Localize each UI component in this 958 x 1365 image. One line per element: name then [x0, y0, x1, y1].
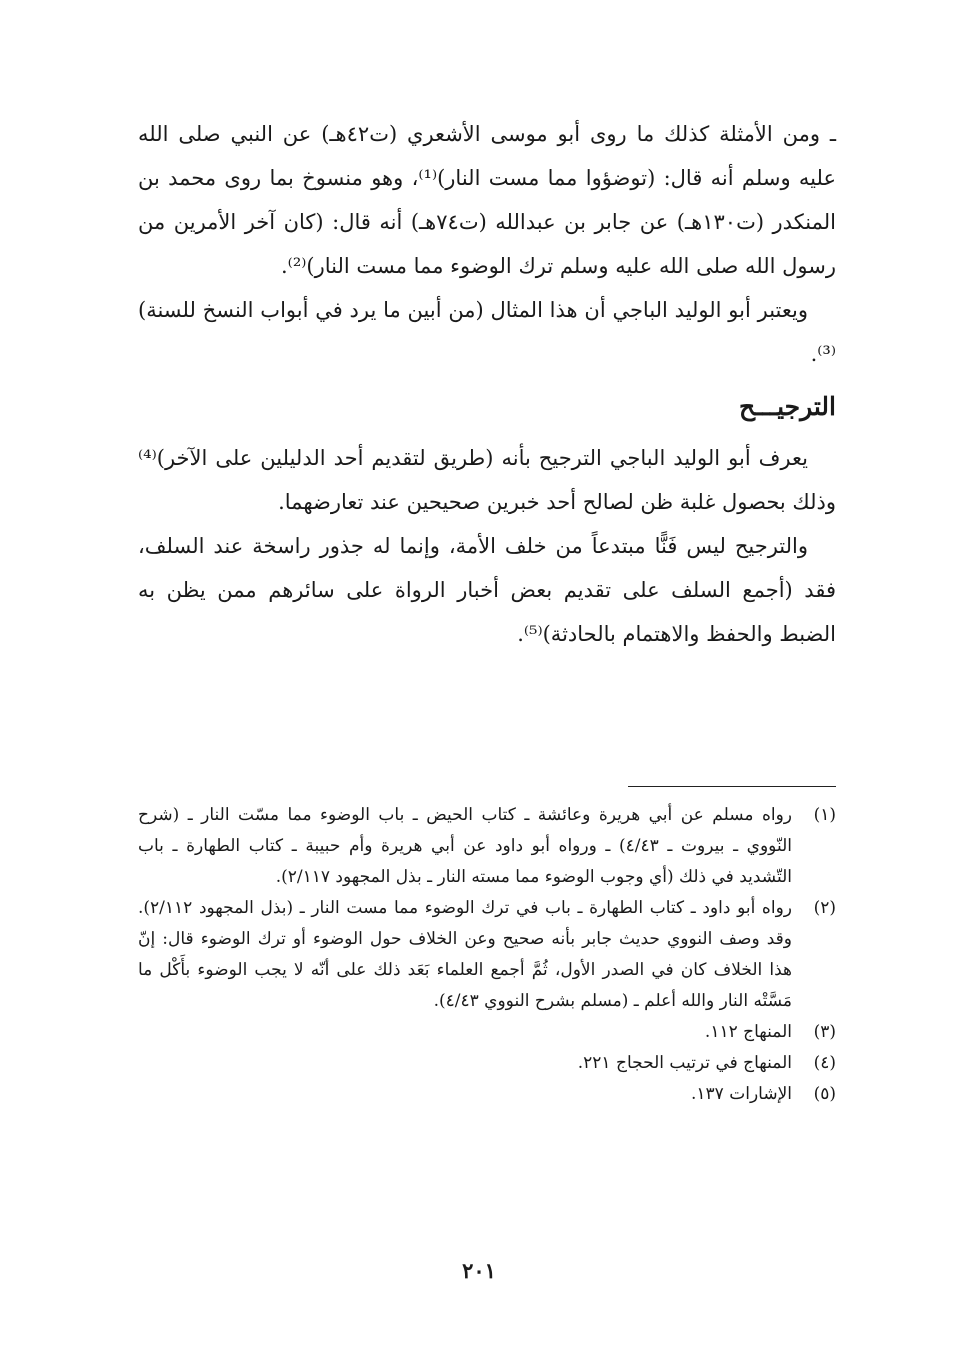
footnote-text: رواه مسلم عن أبي هريرة وعائشة ـ كتاب الحيض ـ باب الوضوء مما مسّت النار ـ (شرح النّووي ـ بيروت ـ ٤/٤٣) ـ ورواه أبو داود عن أبي هريرة وأم حبيبة ـ كتاب الطهارة ـ باب التّشديد في ذلك (أي وجوب الوضوء مما مسته النار ـ بذل المجهود ٢/١١٧).	[138, 805, 793, 887]
page-number: ٢٠١	[462, 1258, 496, 1283]
footnote-item	[138, 1017, 836, 1048]
footnote-number: (١)	[813, 805, 836, 825]
paragraph-tarjih-definition: يعرف أبو الوليد الباجي الترجيح بأنه (طريق لتقديم أحد الدليلين على الآخر)⁽⁴⁾ وذلك بحصول غلبة ظن لصالح أحد خبرين صحيحين عند تعارضهما.	[138, 446, 836, 514]
paragraph-tarjih-roots: والترجيح ليس فَنًّا مبتدعاً من خلف الأمة، وإنما له جذور راسخة عند السلف، فقد (أجمع السلف على تقديم بعض أخبار الرواة على سائرهم ممن يظن به الضبط والحفظ والاهتمام بالحادثة)⁽⁵⁾.	[138, 534, 836, 646]
footnote-text: رواه أبو داود ـ كتاب الطهارة ـ باب في ترك الوضوء مما مست النار ـ (بذل المجهود ٢/١١٢). وقد وصف النووي حديث جابر بأنه صحيح وعن الخلاف حول الوضوء أو ترك الوضوء قال: إنّ هذا الخلاف كان في الصدر الأول، ثُمَّ أجمع العلماء بَعَد ذلك على أنّه لا يجب الوضوء بأَكْل ما مَسَّتْه النار والله أعلم ـ (مسلم بشرح النووي ٤/٤٣).	[138, 898, 792, 1011]
footnote-item	[138, 800, 836, 893]
footnote-item	[138, 1079, 836, 1110]
footnote-number: (٤)	[813, 1053, 836, 1073]
footnote-text: المنهاج ١١٢.	[704, 1022, 792, 1042]
footnote-number: (٥)	[813, 1084, 836, 1104]
paragraph-baji-opinion: ويعتبر أبو الوليد الباجي أن هذا المثال (من أبين ما يرد في أبواب النسخ للسنة)⁽³⁾.	[138, 298, 836, 366]
footnote-text: الإشارات ١٣٧.	[691, 1084, 792, 1104]
footnote-item	[138, 1048, 836, 1079]
footnote-number: (٣)	[813, 1022, 836, 1042]
footnote-divider	[628, 786, 836, 787]
section-heading: الترجيـــح	[738, 392, 836, 421]
footnotes	[138, 800, 836, 1110]
footnote-number: (٢)	[813, 898, 836, 918]
main-text	[138, 112, 836, 656]
footnote-text: المنهاج في ترتيب الحجاج ٢٢١.	[577, 1053, 792, 1073]
footnote-item	[138, 893, 836, 1017]
paragraph-abu-musa-example: ـ ومن الأمثلة كذلك ما روى أبو موسى الأشعري (ت٤٢هـ) عن النبي صلى الله عليه وسلم أنه قال: (توضؤوا مما مست النار)⁽¹⁾، وهو منسوخ بما روى محمد بن المنكدر (ت١٣٠هـ) عن جابر بن عبدالله (ت٧٤هـ) أنه قال: (كان آخر الأمرين من رسول الله صلى الله عليه وسلم ترك الوضوء مما مست النار)⁽²⁾.	[138, 122, 837, 278]
